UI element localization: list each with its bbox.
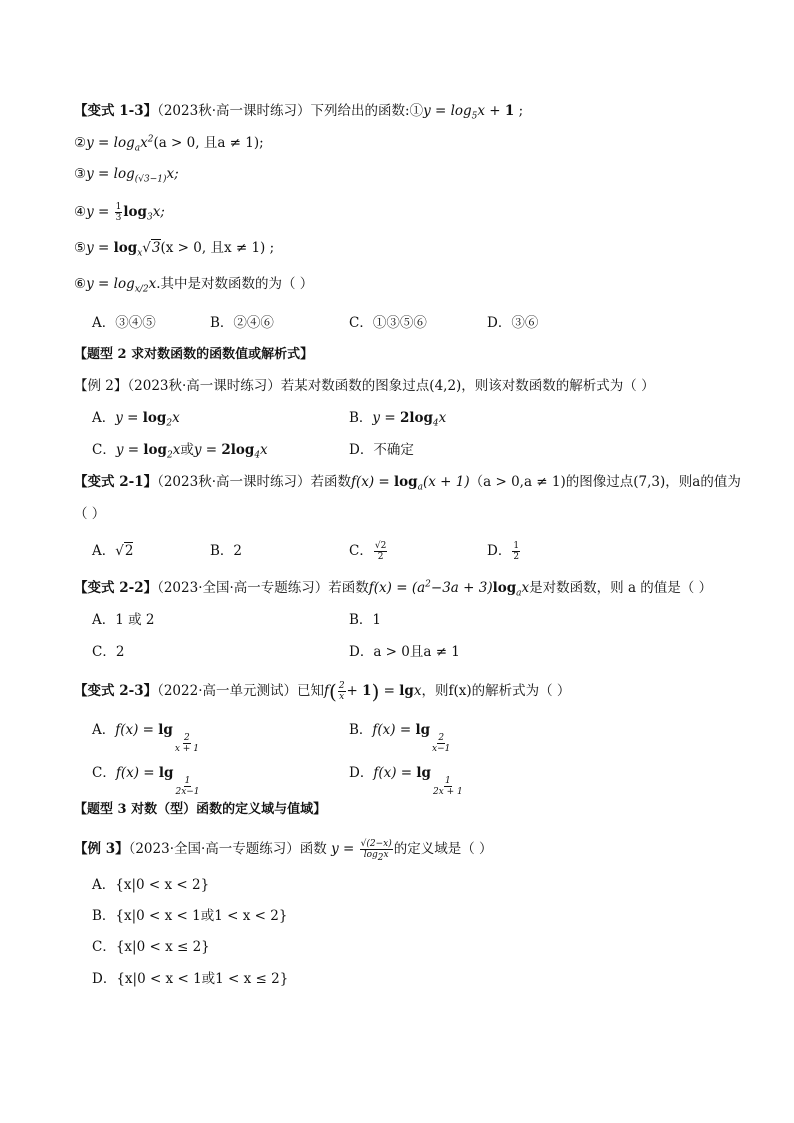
formula: $y = \log_5x + 1$ (423, 103, 515, 122)
formula: $f(x) = \log_a(x + 1)$ (351, 474, 470, 493)
question-tag: 【例 3】 (74, 841, 129, 857)
option-label: A． (92, 543, 116, 559)
item-marker: ① (409, 103, 424, 119)
question-stem: 已知 (297, 683, 324, 699)
variant-1-3-item-2 (74, 133, 264, 153)
question-tag: 【变式 2-2】 (74, 580, 158, 596)
option-label: D． (349, 765, 374, 781)
question-stem: 若函数 (310, 474, 351, 490)
formula-tail: x; (152, 204, 165, 220)
option-label: C． (92, 442, 116, 458)
question-source: （2023·全国·高一专题练习） (128, 841, 300, 857)
option-c[interactable]: C．f(x) = lg $\frac{1}{2x-1}$ (92, 765, 200, 797)
option-b[interactable]: B．f(x) = lg $\frac{2}{x-1}$ (349, 722, 451, 754)
option-label: C． (349, 543, 373, 559)
option-label: A． (92, 722, 116, 738)
option-d[interactable]: D．③⑥ (487, 315, 539, 331)
item-marker: ⑤ (74, 240, 87, 256)
question-stem-tail: （a > 0,a ≠ 1)的图像过点(7,3)，则a的值为 (469, 474, 741, 490)
option-label: B． (349, 410, 373, 426)
option-d[interactable]: D．f(x) = lg $\frac{1}{2x + 1}$ (349, 765, 463, 797)
question-stem: 函数 (299, 841, 327, 857)
formula: $y = \log_x√3$ (86, 240, 161, 259)
item-marker: ③ (74, 166, 87, 182)
question-tag: 【例 2】 (74, 378, 128, 394)
formula-tail: (x > 0, 且x ≠ 1) ; (160, 240, 275, 256)
option-a[interactable]: A．$y = \log_2x$ (92, 410, 180, 429)
variant-1-3-item-4 (74, 202, 165, 223)
variant-1-3-item-5 (74, 238, 274, 258)
formula: $y = \log_{(√3-1)}$ (86, 166, 167, 185)
option-d[interactable]: D．不确定 (349, 442, 414, 458)
question-stem-tail: ，则f(x)的解析式为（ ） (421, 683, 571, 699)
question-source: （2023秋·高一课时练习） (157, 474, 311, 490)
variant-2-1-stem-continued: （ ） (74, 506, 106, 522)
question-stem: 若函数 (328, 580, 369, 596)
example-2-stem (74, 376, 655, 396)
section-header-type-2: 【题型 2 求对数函数的函数值或解析式】 (74, 347, 314, 362)
formula: $f(x) = (a^2-3a + 3)\log_ax$ (368, 579, 530, 599)
option-a[interactable]: A．③④⑤ (92, 315, 156, 331)
formula: y = $\frac{1}{3}$ $\log_3$ (86, 202, 153, 223)
question-stem-tail: 是对数函数，则 a 的值是（ ） (529, 580, 713, 596)
option-b[interactable]: B．1 (349, 612, 382, 628)
option-d[interactable]: D．{x|0 < x < 1或1 < x ≤ 2} (92, 971, 289, 987)
option-b[interactable]: B．2 (210, 543, 243, 559)
option-c[interactable]: C．{x|0 < x ≤ 2} (92, 939, 210, 955)
option-b[interactable]: B．{x|0 < x < 1或1 < x < 2} (92, 908, 288, 924)
formula-tail: x; (166, 166, 179, 182)
question-tag: 【变式 2-1】 (74, 474, 158, 490)
option-a[interactable]: A．1 或 2 (92, 612, 155, 628)
formula: $y = \log_{x/2}x$ (86, 276, 157, 295)
option-c[interactable]: C． $\frac{√2}{2}$ (349, 541, 387, 562)
question-tag: 【变式 2-3】 (74, 683, 158, 699)
option-a[interactable]: A．√2 (92, 543, 134, 559)
question-source: （2023秋·高一课时练习） (157, 103, 311, 119)
option-d[interactable]: D．a > 0且a ≠ 1 (349, 644, 460, 660)
option-b[interactable]: B．②④⑥ (210, 315, 274, 331)
formula: f( $\frac{2}{x}$ + 1) = lgx (324, 679, 422, 704)
example-3-stem (74, 837, 493, 861)
question-stem-tail: 的定义域是（ ） (393, 841, 493, 857)
option-label: D． (487, 543, 512, 559)
formula: y = $\frac{√(2-x)}{\log_2x}$ (331, 839, 392, 863)
option-label: A． (92, 410, 116, 426)
option-label: C． (92, 765, 116, 781)
variant-1-3-item-3 (74, 164, 179, 184)
variant-2-3-stem (74, 678, 570, 705)
option-c[interactable]: C．$y = \log_2x$或$y = 2\log_4x$ (92, 442, 268, 461)
formula-tail: .其中是对数函数的为（ ） (156, 276, 314, 292)
option-label: B． (349, 722, 373, 738)
formula-tail: (a > 0, 且a ≠ 1); (153, 135, 264, 151)
option-c[interactable]: C．①③⑤⑥ (349, 315, 427, 331)
option-connector: 或 (180, 442, 194, 458)
option-a[interactable]: A．f(x) = lg $\frac{2}{x + 1}$ (92, 722, 199, 754)
section-header-type-3: 【题型 3 对数（型）函数的定义域与值域】 (74, 802, 327, 817)
question-source: （2023·全国·高一专题练习） (157, 580, 329, 596)
question-source: （2022·高一单元测试） (157, 683, 297, 699)
variant-2-2-stem (74, 578, 712, 598)
option-c[interactable]: C．2 (92, 644, 125, 660)
item-marker: ⑥ (74, 276, 87, 292)
variant-1-3-item-6 (74, 274, 313, 294)
question-tag: 【变式 1-3】 (74, 103, 158, 119)
option-b[interactable]: B．$y = 2\log_4x$ (349, 410, 447, 429)
question-stem: 若某对数函数的图象过点(4,2)，则该对数函数的解析式为（ ） (280, 378, 655, 394)
formula: $y = \log_ax^2$ (86, 134, 154, 154)
question-stem: 下列给出的函数: (310, 103, 410, 119)
variant-1-3-stem: 【变式 1-3】（2023秋·高一课时练习）下列给出的函数:①y = $\log_5x + 1$ ; (74, 103, 524, 122)
item-marker: ④ (74, 204, 87, 220)
option-a[interactable]: A．{x|0 < x < 2} (92, 877, 210, 893)
option-d[interactable]: D． $\frac{1}{2}$ (487, 541, 520, 562)
question-source: （2023秋·高一课时练习） (127, 378, 281, 394)
item-marker: ② (74, 135, 87, 151)
variant-2-1-stem (74, 472, 741, 492)
